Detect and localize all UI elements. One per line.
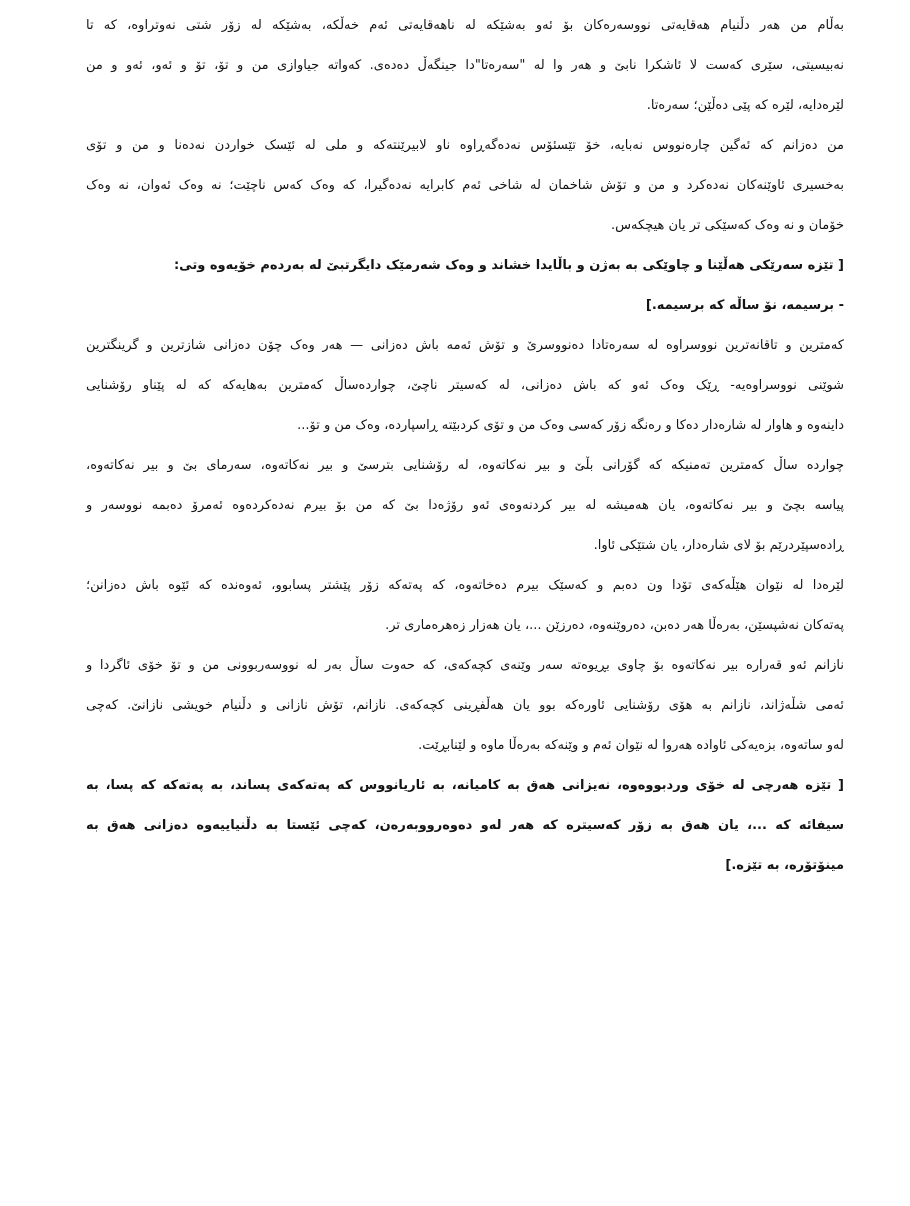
- bold-quote-1: [86, 246, 844, 326]
- text-line: لەو ساتەوە، بزەیەکی ئاوادە هەروا لە نێوان ئەم و وێنەکە بەرەڵا ماوە و لێنابڕێت.: [418, 738, 844, 753]
- text-line: خۆمان و نە وەک کەسێکی تر یان هیچکەس.: [611, 218, 844, 233]
- paragraph-4: [86, 446, 844, 566]
- paragraph-5: [86, 566, 844, 646]
- text-line: پیاسە بچێ و بیر نەکاتەوە، یان هەمیشە لە بیر کردنەوەی ئەو رۆژەدا بێ کە من بۆ بیرم نەدەکردەوە ئەمرۆ دەبمە نووسەر و: [86, 498, 844, 513]
- text-line: سیفائە کە ...، یان هەق بە زۆر کەسیترە کە هەر لەو دەوەرووبەرەن، کەچی ئێستا بە دڵنیاییەوە دەزانی هەق بە: [86, 818, 844, 833]
- text-line: کەمترین و تاقانەترین نووسراوە لە سەرەتادا دەنووسرێ و تۆش ئەمە باش دەزانی — هەر وەک چۆن دەزانی شازترین و گرینگترین: [86, 338, 844, 353]
- text-line: شوێنی نووسراوەیە- ڕێک وەک ئەو کە باش دەزانی، لە کەسیتر ناچێ، چواردەساڵ کەمترین بەهایەکە کە لە پێناو رۆشنایی: [86, 378, 844, 393]
- text-line: ئەمی شڵەژاند، نازانم بە هۆی رۆشنایی ئاورەکە بوو یان هەڵفڕینی کچەکەی. نازانم، تۆش نازانی و دڵنیام خویشی نازانێ. کەچی: [86, 698, 844, 713]
- text-line: مینۆتۆرە، بە تێزە.]: [725, 858, 844, 873]
- document-page: [86, 6, 844, 886]
- paragraph-2: [86, 126, 844, 246]
- text-line: [ تێزە سەرێکی هەڵێنا و چاوێکی بە بەژن و باڵایدا خشاند و وەک شەرمێک دایگرتبێ لە بەردەم خۆیەوە وتی:: [173, 258, 844, 273]
- text-line: بەڵام من هەر دڵنیام هەقایەتی نووسەرەکان بۆ ئەو بەشێکە لە ناهەقایەتی ئەم خەڵکە، بەشێکە لە زۆر شتی نەوتراوە، کە تا: [86, 18, 844, 33]
- text-line: لێرەدا لە نێوان هێڵەکەی تۆدا ون دەبم و کەسێک بیرم دەخاتەوە، کە پەتەکە زۆر پێشتر پسابوو، ئەوەندە کە ئێوە باش دەزانن؛: [86, 578, 844, 593]
- text-line: [ تێزە هەرچی لە خۆی وردبووەوە، نەیزانی هەق بە کامیانە، بە ئاریانووس کە پەتەکەی پساند، بە پەتەکە کە پسا، بە: [86, 778, 844, 793]
- text-line: ڕادەسپێردرێم بۆ لای شارەدار، یان شتێکی ئاوا.: [593, 538, 844, 553]
- text-line: پەتەکان نەشپسێن، بەرەڵا هەر دەبن، دەروێنەوە، دەرزێن ...، یان هەزار زەهرەماری تر.: [385, 618, 844, 633]
- text-line: لێرەدایە، لێرە کە پێی دەڵێن؛ سەرەتا.: [646, 98, 844, 113]
- text-line: من دەزانم کە ئەگین چارەنووس نەبایە، خۆ تێسئۆس نەدەگەڕاوە ناو لابیرێنتەکە و ملی لە ئێسک خواردن نەدەنا و من و تۆی: [86, 138, 844, 153]
- paragraph-1: [86, 6, 844, 126]
- paragraph-3: [86, 326, 844, 446]
- text-line: داینەوە و هاوار لە شارەدار دەکا و رەنگە زۆر کەسی وەک من و تۆی کردبێتە ڕاسپاردە، وەک من و تۆ...: [297, 418, 844, 433]
- text-line: نەبیسیتی، سێری کەست لا ئاشکرا نابێ و هەر وا لە "سەرەتا"دا جینگەڵ دەدەی. کەواتە جیاوازی من و تۆ، تۆ و ئەو، ئەو و من: [86, 58, 844, 73]
- text-line: چوارده ساڵ کەمترین تەمنیکە کە گۆرانی بڵێ و بیر نەکاتەوە، لە رۆشنایی بترسێ و بیر نەکاتەوە، سەرمای بێ و بیر نەکاتەوە،: [86, 458, 844, 473]
- text-line: - برسیمە، نۆ ساڵە کە برسیمە.]: [645, 298, 844, 313]
- bold-quote-2: [86, 766, 844, 886]
- paragraph-6: [86, 646, 844, 766]
- text-line: بەخسیری ئاوێنەکان نەدەکرد و من و تۆش شاخمان لە شاخی ئەم کابرایە نەدەگیرا، کە وەک کەس ناچێت؛ نە وەک ئەوان، نە وەک: [86, 178, 844, 193]
- text-line: نازانم ئەو قەرارە بیر نەکاتەوە بۆ چاوی بڕیوەتە سەر وێنەی کچەکەی، کە حەوت ساڵ بەر لە نووسەربوونی من و تۆ خۆی ئاگردا و: [86, 658, 844, 673]
